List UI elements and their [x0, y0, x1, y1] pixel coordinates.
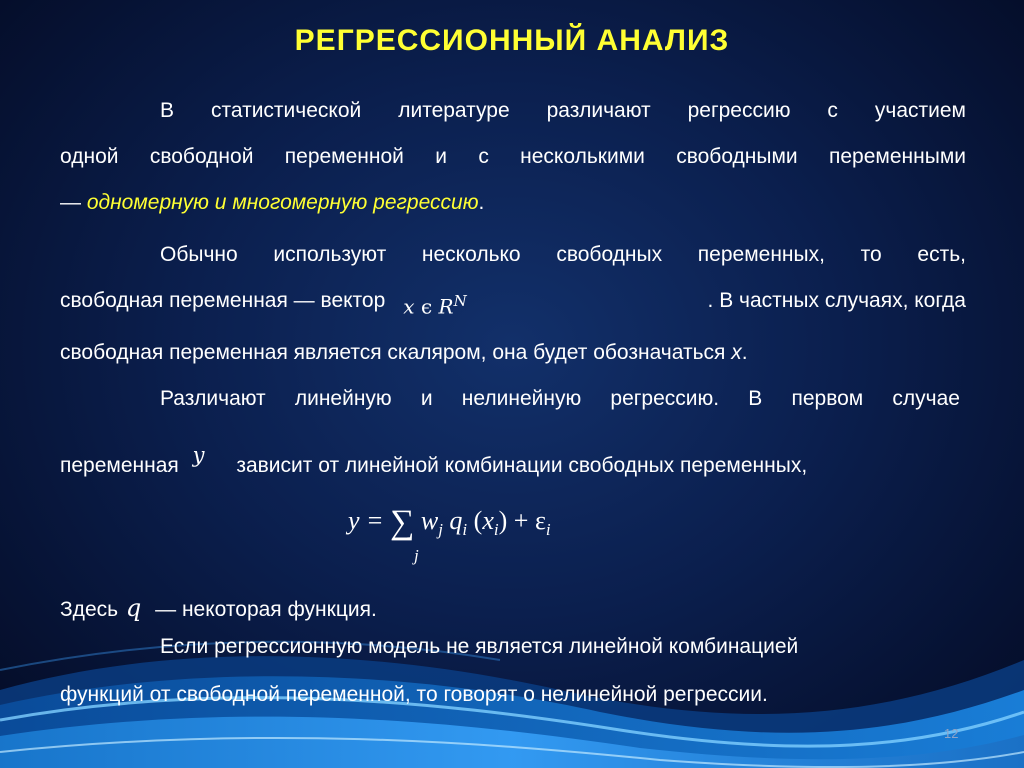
p2-line1: Обычно используют несколько свободных переменных, то есть, [160, 243, 966, 266]
p2-line3-var: x [731, 340, 742, 364]
p3-line1: Различают линейную и нелинейную регрессию. В первом случае [160, 387, 960, 410]
formula-q: q [449, 506, 463, 535]
formula-epsilon: ε [534, 506, 546, 535]
p1-period: . [478, 191, 485, 214]
formula-eps-sub: i [545, 520, 551, 540]
formula-x-sub: i [493, 520, 499, 540]
formula-lhs: y = [348, 506, 384, 535]
p4-suffix: — некоторая функция. [155, 598, 377, 621]
formula-x: x [482, 506, 494, 535]
p3-line2-suffix: зависит от линейной комбинации свободных переменных, [236, 454, 808, 477]
p5-line2: функций от свободной переменной, то говорят о нелинейной регрессии. [60, 683, 768, 706]
paragraph-3 [60, 376, 960, 489]
p1-line1: В статистической литературе различают регрессию с участием [160, 99, 966, 122]
p3-line2-prefix: переменная [60, 454, 179, 477]
p2-line2-suffix: . В частных случаях, когда [707, 289, 966, 312]
formula-close-paren: ) [498, 506, 508, 535]
vector-N: N [453, 292, 467, 310]
paragraph-5 [60, 624, 940, 718]
p2-line2-prefix: свободная переменная — вектор [60, 289, 386, 312]
p2-line3-prefix: свободная переменная является скаляром, она будет обозначаться [60, 340, 732, 364]
formula-sum-symbol: ∑ [390, 504, 415, 541]
slide-title: РЕГРЕССИОННЫЙ АНАЛИЗ [294, 24, 730, 57]
vector-x: x [403, 294, 415, 319]
regression-formula [348, 500, 551, 565]
vector-R: R [438, 294, 454, 319]
formula-plus: + [513, 506, 529, 535]
p5-line1: Если регрессионную модель не является линейной комбинацией [160, 635, 799, 658]
formula-w: w [420, 506, 439, 535]
vector-in-symbol: є [420, 294, 433, 319]
p2-period: . [741, 340, 748, 364]
p4-prefix: Здесь [60, 598, 119, 621]
p3-var-y: y [192, 443, 205, 467]
p1-dash: — [60, 191, 87, 214]
paragraph-2 [60, 232, 966, 376]
p4-var-q: q [125, 594, 142, 622]
p1-line2: одной свободной переменной и с несколькими свободными переменными [60, 145, 966, 168]
formula-q-sub: i [462, 520, 468, 540]
vector-formula [403, 278, 466, 330]
paragraph-1 [60, 88, 966, 226]
page-number: 12 [944, 726, 959, 741]
formula-sum-index: j [414, 546, 419, 565]
formula-w-sub: j [438, 520, 443, 540]
p1-highlight: одномерную и многомерную регрессию [86, 191, 479, 214]
formula-open-paren: ( [473, 506, 483, 535]
